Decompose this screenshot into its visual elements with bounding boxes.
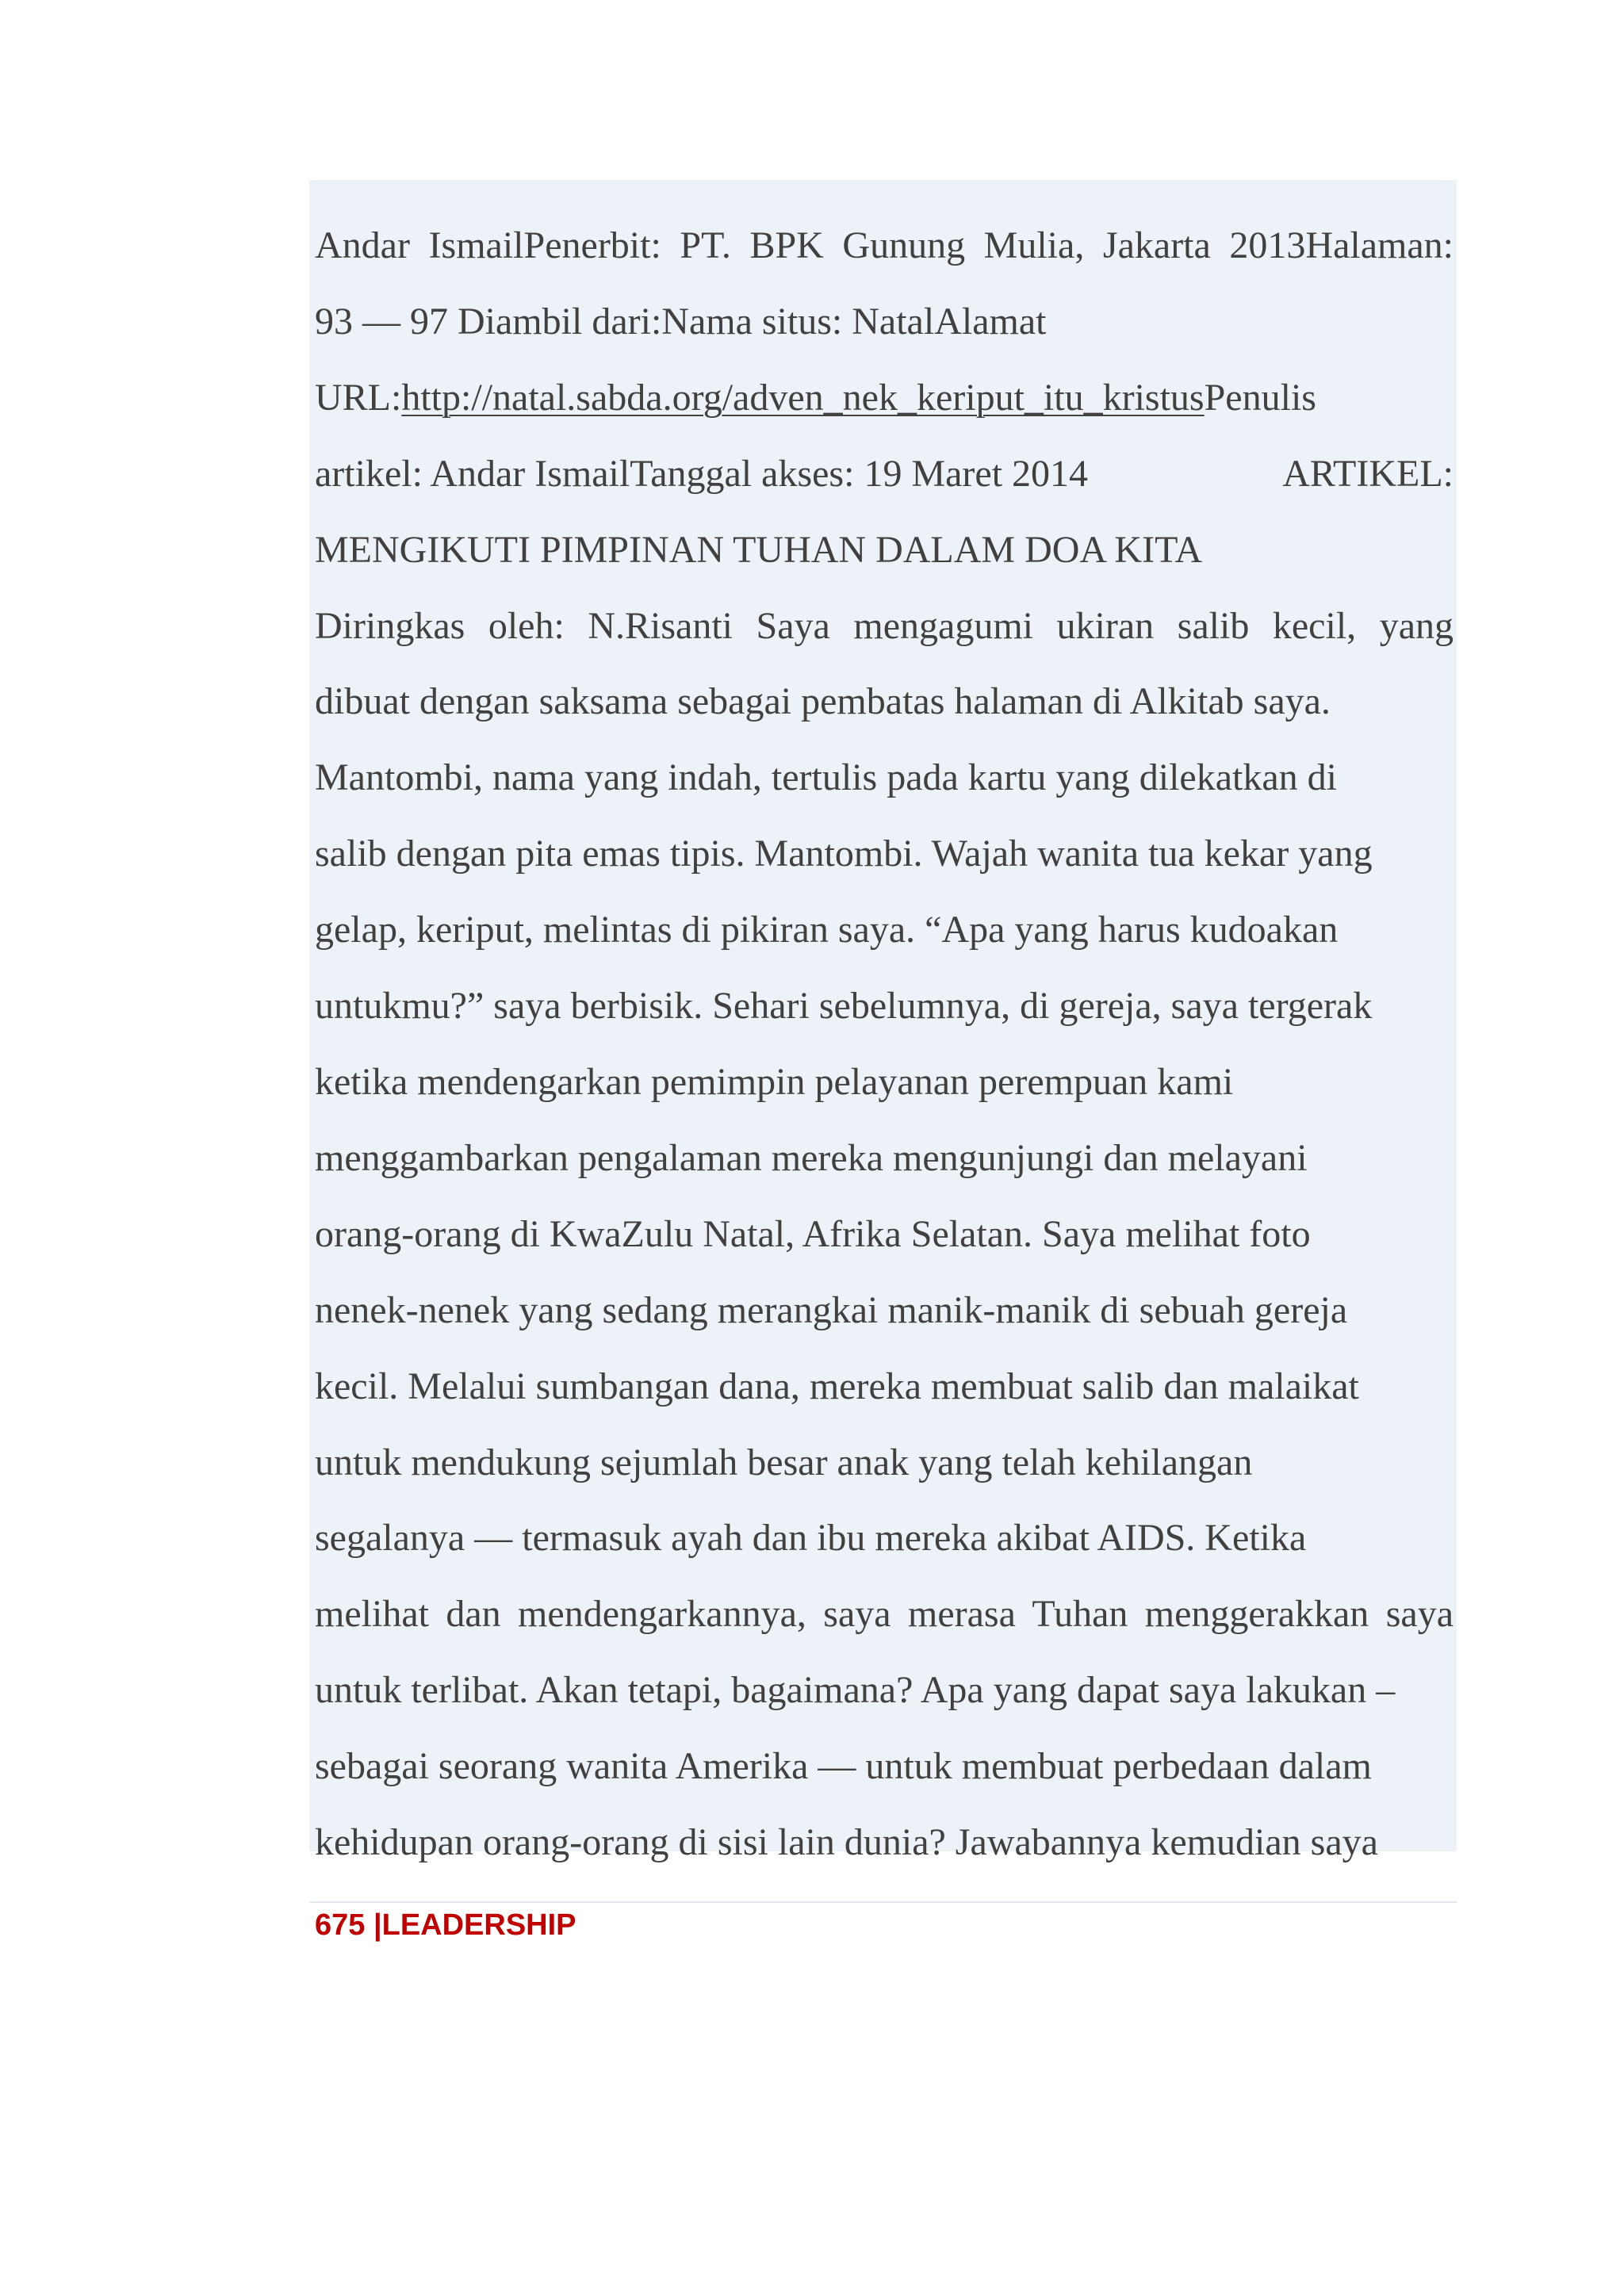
page-number: 675 [315,1908,366,1942]
text-line: orang-orang di KwaZulu Natal, Afrika Selatan. Saya melihat foto [315,1212,1311,1255]
article-heading: MENGIKUTI PIMPINAN TUHAN DALAM DOA KITA [315,528,1203,571]
footer-section-title: LEADERSHIP [381,1908,576,1942]
url-prefix: URL: [315,376,402,419]
text-line: ketika mendengarkan pemimpin pelayanan perempuan kami [315,1060,1234,1103]
text-line: melihat dan mendengarkannya, saya merasa Tuhan menggerakkan saya [315,1593,1454,1636]
text-line [315,436,1454,512]
text-line: segalanya — termasuk ayah dan ibu mereka akibat AIDS. Ketika [315,1517,1307,1560]
url-suffix: Penulis [1204,376,1316,419]
text-line: salib dengan pita emas tipis. Mantombi. Wajah wanita tua kekar yang [315,833,1373,875]
text-line: untuk mendukung sejumlah besar anak yang telah kehilangan [315,1441,1253,1483]
source-url-link[interactable]: http://natal.sabda.org/adven_nek_keriput_itu_kristus [401,376,1205,419]
text-line: 93 — 97 Diambil dari:Nama situs: NatalAlamat [315,300,1047,343]
text-line: Diringkas oleh: N.Risanti Saya mengagumi ukiran salib kecil, yang [315,604,1454,647]
text-line: Mantombi, nama yang indah, tertulis pada kartu yang dilekatkan di [315,756,1337,799]
text-line: sebagai seorang wanita Amerika — untuk membuat perbedaan dalam [315,1745,1372,1788]
text-line: gelap, keriput, melintas di pikiran saya. “Apa yang harus kudoakan [315,909,1339,951]
article-body [315,208,1454,1881]
access-date-text: artikel: Andar IsmailTanggal akses: 19 Maret 2014 [315,452,1089,495]
text-line: untukmu?” saya berbisik. Sehari sebelumnya, di gereja, saya tergerak [315,985,1373,1028]
page-footer [315,1908,576,1943]
text-line: kecil. Melalui sumbangan dana, mereka membuat salib dan malaikat [315,1365,1359,1407]
url-line [315,360,1454,436]
text-line: dibuat dengan saksama sebagai pembatas halaman di Alkitab saya. [315,680,1331,723]
article-label: ARTIKEL: [1282,452,1454,495]
text-line: menggambarkan pengalaman mereka mengunjungi dan melayani [315,1136,1308,1179]
text-line: nenek-nenek yang sedang merangkai manik-manik di sebuah gereja [315,1288,1348,1331]
footer-separator: | [365,1908,382,1942]
text-line: kehidupan orang-orang di sisi lain dunia? Jawabannya kemudian saya [315,1821,1378,1864]
text-line: untuk terlibat. Akan tetapi, bagaimana? Apa yang dapat saya lakukan – [315,1669,1396,1712]
text-line: Andar IsmailPenerbit: PT. BPK Gunung Mulia, Jakarta 2013Halaman: [315,224,1454,266]
footer-divider [309,1901,1457,1903]
